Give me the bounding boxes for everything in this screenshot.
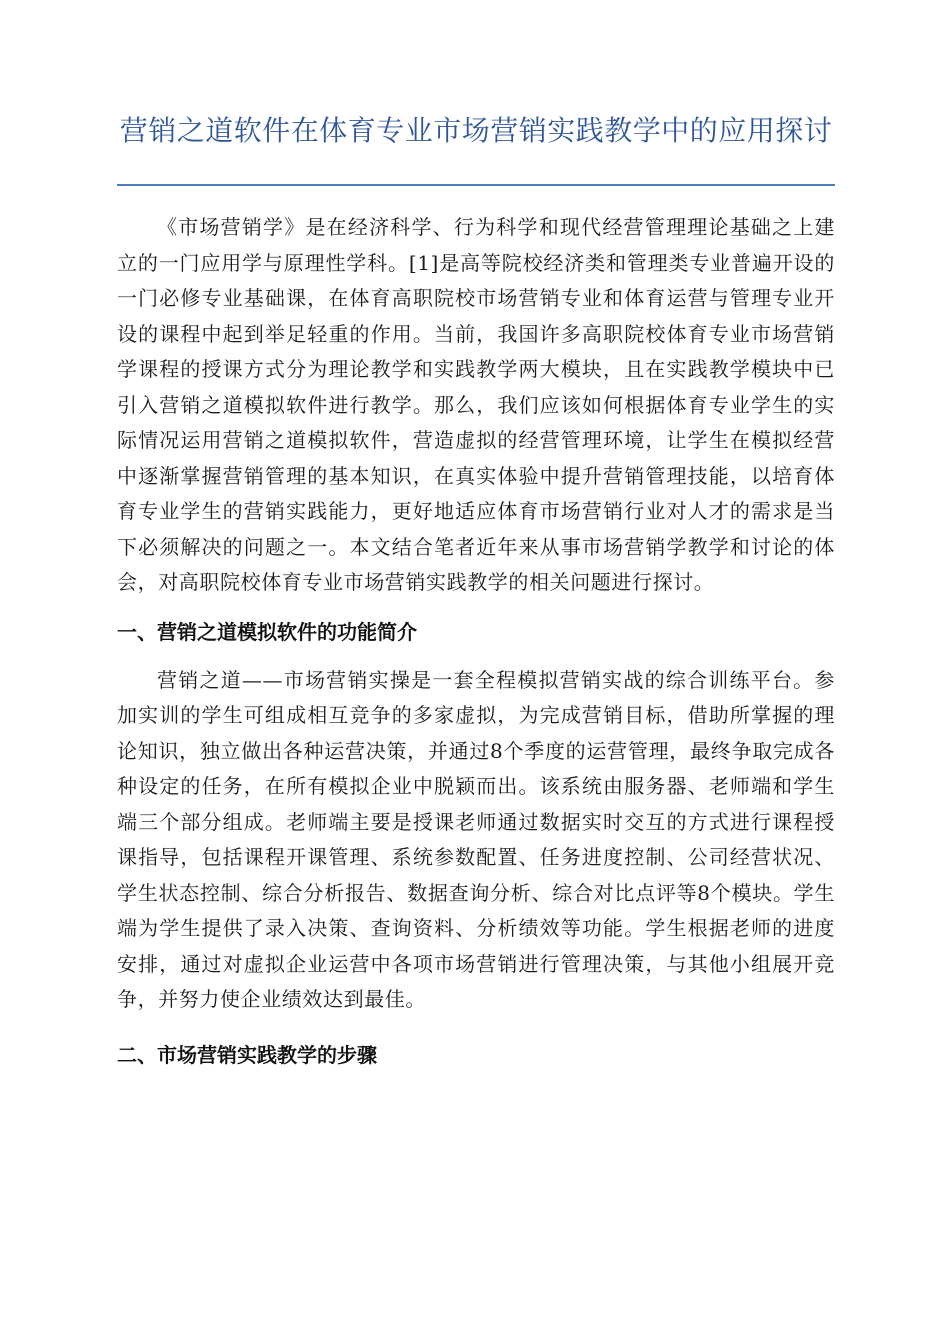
intro-paragraph: 《市场营销学》是在经济科学、行为科学和现代经营管理理论基础之上建立的一门应用学与原理性学科。[1]是高等院校经济类和管理类专业普遍开设的一门必修专业基础课，在体育高职院校市场营销专业和体育运营与管理专业开设的课程中起到举足轻重的作用。当前，我国许多高职院校体育专业市场营销学课程的授课方式分为理论教学和实践教学两大模块，且在实践教学模块中已引入营销之道模拟软件进行教学。那么，我们应该如何根据体育专业学生的实际情况运用营销之道模拟软件，营造虚拟的经营管理环境，让学生在模拟经营中逐渐掌握营销管理的基本知识，在真实体验中提升营销管理技能，以培育体育专业学生的营销实践能力，更好地适应体育市场营销行业对人才的需求是当下必须解决的问题之一。本文结合笔者近年来从事市场营销学教学和讨论的体会，对高职院校体育专业市场营销实践教学的相关问题进行探讨。 [117, 215, 835, 594]
document-body [117, 210, 835, 1070]
document-title: 营销之道软件在体育专业市场营销实践教学中的应用探讨 [119, 114, 833, 147]
section-heading-1: 一、营销之道模拟软件的功能简介 [117, 619, 417, 644]
section-1-paragraph: 营销之道——市场营销实操是一套全程模拟营销实战的综合训练平台。参加实训的学生可组成相互竞争的多家虚拟，为完成营销目标，借助所掌握的理论知识，独立做出各种运营决策，并通过8个季度的运营管理，最终争取完成各种设定的任务，在所有模拟企业中脱颖而出。该系统由服务器、老师端和学生端三个部分组成。老师端主要是授课老师通过数据实时交互的方式进行课程授课指导，包括课程开课管理、系统参数配置、任务进度控制、公司经营状况、学生状态控制、综合分析报告、数据查询分析、综合对比点评等8个模块。学生端为学生提供了录入决策、查询资料、分析绩效等功能。学生根据老师的进度安排，通过对虚拟企业运营中各项市场营销进行管理决策，与其他小组展开竞争，并努力使企业绩效达到最佳。 [117, 667, 835, 1011]
section-heading-2: 二、市场营销实践教学的步骤 [117, 1042, 377, 1067]
title-underline [117, 184, 835, 186]
